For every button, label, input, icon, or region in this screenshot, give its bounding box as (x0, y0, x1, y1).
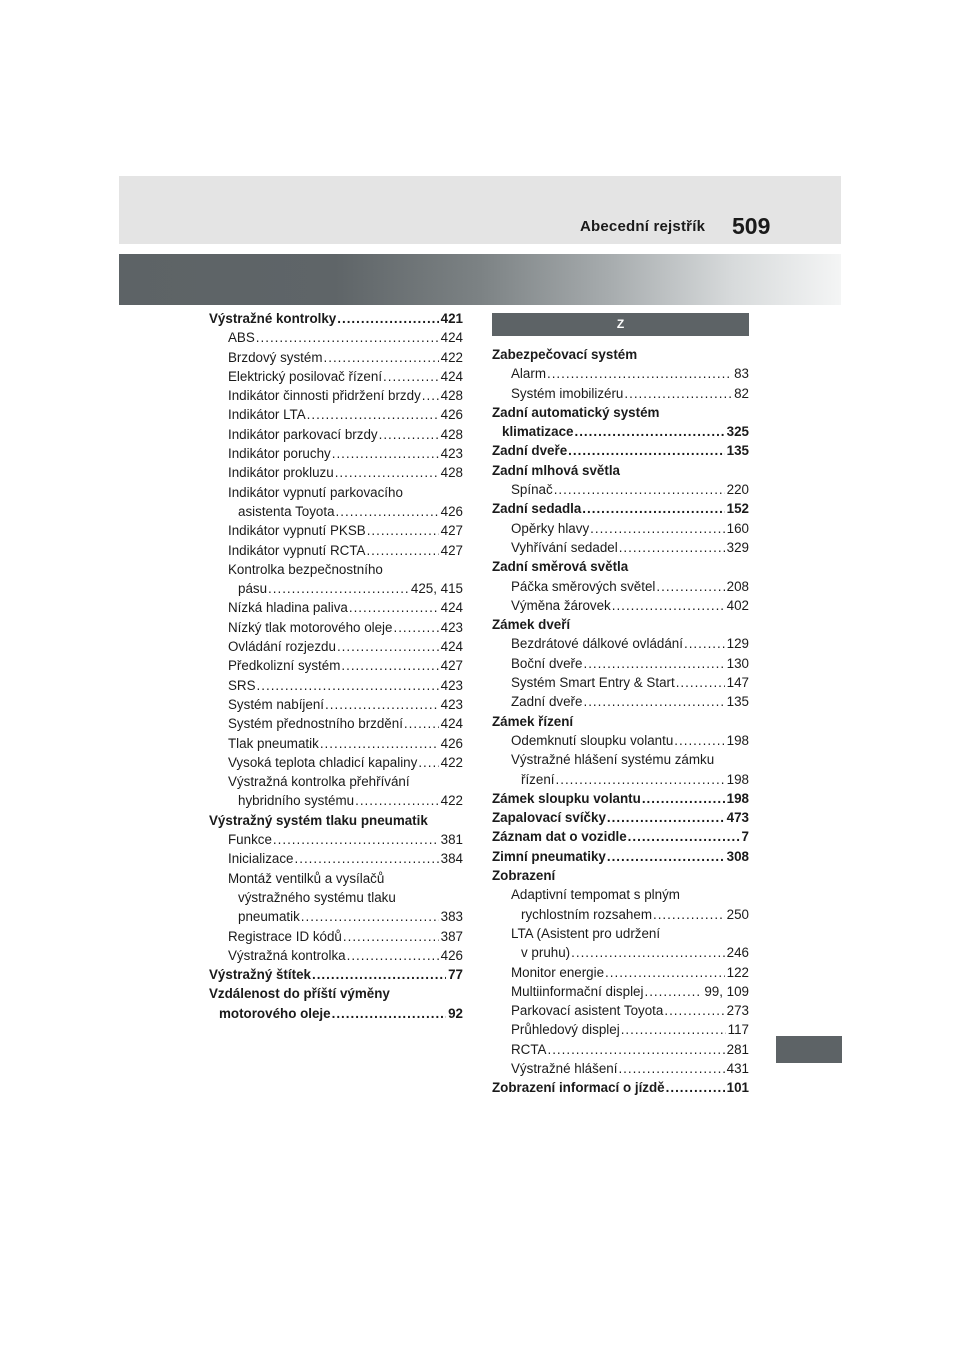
index-term: Spínač (511, 482, 553, 498)
dot-leader (619, 538, 725, 557)
index-term: Nízký tlak motorového oleje (228, 619, 393, 635)
dot-leader (582, 499, 724, 518)
dot-leader (379, 425, 439, 444)
index-page-ref: 281 (726, 1041, 749, 1057)
index-entry (492, 982, 749, 1001)
index-entry (209, 811, 463, 830)
index-page-ref: 198 (726, 732, 749, 748)
dot-leader (547, 1040, 724, 1059)
index-term: Bezdrátové dálkové ovládání (511, 636, 683, 652)
dot-leader (568, 441, 724, 460)
dot-leader (628, 827, 740, 846)
index-term: Indikátor činnosti přidržení brzdy (228, 388, 421, 404)
index-term: Tlak pneumatik (228, 735, 319, 751)
index-term: Indikátor vypnutí RCTA (228, 542, 366, 558)
index-entry (492, 731, 749, 750)
index-term: LTA (Asistent pro udržení (511, 925, 661, 941)
dot-leader (642, 789, 725, 808)
index-entry (492, 1040, 749, 1059)
index-page-ref: 160 (726, 520, 749, 536)
index-term: Výstražný štítek (209, 967, 311, 983)
index-term: Výstražné hlášení (511, 1060, 618, 1076)
index-entry (492, 943, 749, 962)
dot-leader (547, 364, 732, 383)
index-entry (209, 1004, 463, 1023)
index-page-ref: 424 (440, 639, 463, 655)
dot-leader (349, 598, 439, 617)
index-term: Zimní pneumatiky (492, 848, 606, 864)
index-term: Indikátor LTA (228, 407, 306, 423)
index-page-ref: 122 (726, 964, 749, 980)
index-page-ref: 428 (440, 388, 463, 404)
index-term: v pruhu) (521, 945, 571, 961)
index-page-ref: 381 (440, 832, 463, 848)
index-page-ref: 422 (440, 754, 463, 770)
dot-leader (343, 927, 439, 946)
dot-leader (301, 907, 439, 926)
dot-leader (574, 422, 724, 441)
index-page-ref: 428 (440, 465, 463, 481)
index-page-ref: 130 (726, 655, 749, 671)
index-entry (209, 714, 463, 733)
index-entry (492, 384, 749, 403)
index-entry (492, 441, 749, 460)
index-term: Inicializace (228, 851, 294, 867)
index-page-ref: 423 (440, 677, 463, 693)
index-term: Zámek dveří (492, 617, 571, 633)
index-entry (492, 924, 749, 943)
index-entry (209, 888, 463, 907)
index-entry (492, 750, 749, 769)
index-entry (209, 405, 463, 424)
index-term: Zapalovací svíčky (492, 810, 606, 826)
index-page-ref: 152 (726, 501, 749, 517)
section-title: Abecední rejstřík (580, 218, 706, 235)
index-page-ref: 427 (440, 523, 463, 539)
index-term: Výstražná kontrolka (228, 947, 346, 963)
index-page-ref: 428 (440, 426, 463, 442)
index-term: Průhledový displej (511, 1022, 620, 1038)
dot-leader (676, 673, 725, 692)
index-term: Systém Smart Entry & Start (511, 675, 675, 691)
dot-leader (656, 577, 724, 596)
index-term: Montáž ventilků a vysílačů (228, 870, 385, 886)
index-entry (492, 461, 749, 480)
index-entry (209, 676, 463, 695)
index-term: SRS (228, 677, 256, 693)
index-term: Zadní směrová světla (492, 559, 629, 575)
index-entry (492, 364, 749, 383)
dot-leader (422, 386, 439, 405)
index-term: Elektrický posilovač řízení (228, 368, 383, 384)
dot-leader (307, 405, 439, 424)
index-entry (492, 596, 749, 615)
index-entry (209, 618, 463, 637)
dot-leader (347, 946, 439, 965)
index-term: ABS (228, 330, 255, 346)
index-page-ref: 7 (741, 829, 749, 845)
index-entry (209, 309, 463, 328)
decorative-gradient-bar (119, 254, 841, 305)
index-term: Kontrolka bezpečnostního (228, 561, 383, 577)
dot-leader (256, 328, 439, 347)
index-term: Předkolizní systém (228, 658, 341, 674)
index-entry (492, 770, 749, 789)
dot-leader (583, 654, 724, 673)
dot-leader (554, 480, 725, 499)
index-page-ref: 383 (440, 909, 463, 925)
index-page-ref: 198 (726, 790, 749, 806)
dot-leader (612, 596, 725, 615)
index-entry (209, 521, 463, 540)
index-entry (209, 579, 463, 598)
index-term: Indikátor poruchy (228, 446, 331, 462)
index-page-ref: 77 (448, 967, 463, 983)
dot-leader (590, 519, 725, 538)
index-term: Záznam dat o vozidle (492, 829, 627, 845)
index-page-ref: 135 (726, 443, 749, 459)
index-term: pneumatik (238, 909, 300, 925)
dot-leader (404, 714, 439, 733)
index-term: Zadní dveře (492, 443, 568, 459)
index-term: asistenta Toyota (238, 503, 335, 519)
dot-leader (644, 982, 702, 1001)
index-page-ref: 384 (440, 851, 463, 867)
index-entry (209, 753, 463, 772)
index-term: Výstražné hlášení systému zámku (511, 752, 715, 768)
index-term: RCTA (511, 1041, 547, 1057)
dot-leader (341, 656, 438, 675)
index-page-ref: 308 (726, 848, 749, 864)
index-page-ref: 424 (440, 600, 463, 616)
index-term: Indikátor vypnutí parkovacího (228, 484, 403, 500)
index-page-ref: 246 (726, 945, 749, 961)
index-page-ref: 473 (726, 810, 749, 826)
dot-leader (571, 943, 725, 962)
index-entry (492, 1020, 749, 1039)
index-page-ref: 422 (440, 793, 463, 809)
dot-leader (337, 309, 438, 328)
index-term: hybridního systému (238, 793, 355, 809)
index-entry (209, 348, 463, 367)
index-page-ref: 421 (440, 311, 463, 326)
dot-leader (583, 692, 724, 711)
index-term: motorového oleje (219, 1005, 331, 1021)
chapter-tab-marker (776, 1036, 842, 1063)
index-page-ref: 325 (726, 424, 749, 440)
index-entry (492, 654, 749, 673)
index-entry (209, 927, 463, 946)
index-page-ref: 99, 109 (704, 983, 749, 999)
index-entry (209, 483, 463, 502)
dot-leader (664, 1001, 724, 1020)
index-term: Zámek řízení (492, 713, 574, 729)
index-term: Zadní mlhová světla (492, 462, 620, 478)
dot-leader (355, 791, 439, 810)
index-page-ref: 427 (440, 542, 463, 558)
page-number: 509 (732, 213, 771, 239)
index-term: Indikátor vypnutí PKSB (228, 523, 366, 539)
index-entry (492, 692, 749, 711)
index-entry (209, 946, 463, 965)
index-term: Multiinformační displej (511, 983, 644, 999)
dot-leader (295, 849, 439, 868)
index-page-ref: 198 (726, 771, 749, 787)
index-term: Systém imobilizéru (511, 385, 624, 401)
index-term: řízení (521, 771, 555, 787)
dot-leader (320, 734, 439, 753)
dot-leader (383, 367, 439, 386)
index-entry (209, 386, 463, 405)
index-term: Výstražný systém tlaku pneumatik (209, 812, 428, 828)
dot-leader (337, 637, 439, 656)
dot-leader (621, 1020, 726, 1039)
index-term: Funkce (228, 832, 272, 848)
index-entry (492, 1059, 749, 1078)
dot-leader (257, 676, 439, 695)
index-entry (492, 885, 749, 904)
index-term: Zadní dveře (511, 694, 583, 710)
index-term: Boční dveře (511, 655, 583, 671)
index-entry (209, 502, 463, 521)
index-term: Výstražná kontrolka přehřívání (228, 774, 410, 790)
index-entry (492, 403, 749, 422)
index-term: Parkovací asistent Toyota (511, 1003, 664, 1019)
index-page-ref: 426 (440, 407, 463, 423)
index-page-ref: 424 (440, 330, 463, 346)
index-entry (209, 965, 463, 984)
index-term: Zabezpečovací systém (492, 347, 638, 362)
index-term: Zadní automatický systém (492, 404, 660, 420)
index-entry (209, 849, 463, 868)
index-entry (492, 422, 749, 441)
index-page-ref: 329 (726, 539, 749, 555)
index-page-ref: 424 (440, 368, 463, 384)
index-term: Páčka směrových světel (511, 578, 656, 594)
index-term: Brzdový systém (228, 349, 323, 365)
index-term: Indikátor parkovací brzdy (228, 426, 378, 442)
index-page-ref: 83 (734, 366, 749, 382)
index-page-ref: 250 (726, 906, 749, 922)
dot-leader (624, 384, 732, 403)
index-entry (209, 830, 463, 849)
index-entry (492, 827, 749, 846)
index-term: výstražného systému tlaku (238, 889, 396, 905)
index-entry (492, 1001, 749, 1020)
index-term: pásu (238, 581, 268, 597)
dot-leader (336, 502, 439, 521)
index-term: Odemknutí sloupku volantu (511, 732, 674, 748)
index-page-ref: 117 (727, 1022, 749, 1038)
dot-leader (268, 579, 409, 598)
dot-leader (367, 521, 439, 540)
index-page-ref: 426 (440, 503, 463, 519)
index-entry (209, 637, 463, 656)
index-entry (492, 1078, 749, 1097)
index-entry (492, 712, 749, 731)
dot-leader (418, 753, 438, 772)
index-entry (492, 789, 749, 808)
index-term: Zámek sloupku volantu (492, 790, 641, 806)
index-column-left (209, 309, 463, 1023)
index-entry (209, 656, 463, 675)
index-page-ref: 147 (726, 675, 749, 691)
index-page-ref: 220 (726, 482, 749, 498)
index-entry (209, 984, 463, 1003)
index-entry (492, 847, 749, 866)
index-page-ref: 426 (440, 947, 463, 963)
index-entry (209, 425, 463, 444)
index-page-ref: 101 (726, 1080, 749, 1096)
index-page-ref: 208 (726, 578, 749, 594)
index-entry (492, 345, 749, 364)
index-entry (492, 673, 749, 692)
index-term: Opěrky hlavy (511, 520, 590, 536)
index-page-ref: 387 (440, 928, 463, 944)
index-term: Nízká hladina paliva (228, 600, 348, 616)
dot-leader (607, 847, 725, 866)
index-page-ref: 423 (440, 696, 463, 712)
dot-leader (666, 1078, 725, 1097)
index-entry (492, 808, 749, 827)
index-entry (492, 866, 749, 885)
dot-leader (335, 463, 439, 482)
dot-leader (618, 1059, 724, 1078)
index-entry (492, 557, 749, 576)
dot-leader (393, 618, 438, 637)
index-term: Zobrazení informací o jízdě (492, 1080, 665, 1096)
index-column-right (492, 313, 749, 1098)
index-entry (492, 519, 749, 538)
index-page-ref: 92 (448, 1005, 463, 1021)
dot-leader (324, 348, 439, 367)
index-entry (209, 695, 463, 714)
dot-leader (605, 963, 725, 982)
dot-leader (653, 905, 725, 924)
index-page-ref: 273 (726, 1003, 749, 1019)
index-term: Indikátor prokluzu (228, 465, 334, 481)
index-entry (492, 577, 749, 596)
index-page-ref: 427 (440, 658, 463, 674)
index-entry (209, 907, 463, 926)
index-page-ref: 135 (726, 694, 749, 710)
dot-leader (556, 770, 725, 789)
index-page-ref: 422 (440, 349, 463, 365)
dot-leader (273, 830, 439, 849)
index-entry (209, 772, 463, 791)
index-page-ref: 425, 415 (410, 581, 463, 597)
index-entry (209, 869, 463, 888)
index-entry (209, 463, 463, 482)
dot-leader (312, 965, 446, 984)
index-page-ref: 129 (726, 636, 749, 652)
index-entry (492, 963, 749, 982)
index-entry (492, 538, 749, 557)
index-page-ref: 424 (440, 716, 463, 732)
index-page-ref: 82 (734, 385, 749, 401)
index-term: Zadní sedadla (492, 501, 582, 517)
index-term: Registrace ID kódů (228, 928, 342, 944)
index-page-ref: 402 (726, 597, 749, 613)
index-term: Vzdálenost do příští výměny (209, 986, 390, 1002)
index-entry (209, 367, 463, 386)
letter-header-z: Z (492, 313, 749, 336)
index-term: rychlostním rozsahem (521, 906, 652, 922)
index-term: Alarm (511, 366, 546, 382)
index-term: Adaptivní tempomat s plným (511, 887, 680, 903)
index-entry (209, 560, 463, 579)
index-page-ref: 431 (726, 1060, 749, 1076)
index-term: Systém přednostního brzdění (228, 716, 403, 732)
index-page-ref: 426 (440, 735, 463, 751)
index-term: Ovládání rozjezdu (228, 639, 336, 655)
dot-leader (684, 634, 725, 653)
index-page-ref: 423 (440, 446, 463, 462)
index-term: Systém nabíjení (228, 696, 325, 712)
index-term: Výměna žárovek (511, 597, 611, 613)
index-term: Vyhřívání sedadel (511, 539, 618, 555)
dot-leader (325, 695, 439, 714)
index-term: Monitor energie (511, 964, 605, 980)
index-term: Zobrazení (492, 868, 556, 884)
index-entry (209, 598, 463, 617)
dot-leader (332, 1004, 446, 1023)
index-entry (209, 444, 463, 463)
index-term: klimatizace (502, 424, 574, 440)
index-entry (492, 499, 749, 518)
index-page-ref: 423 (440, 619, 463, 635)
index-entry (209, 541, 463, 560)
dot-leader (332, 444, 439, 463)
index-entry (209, 791, 463, 810)
index-entry (492, 615, 749, 634)
index-entry (492, 634, 749, 653)
index-term: Výstražné kontrolky (209, 311, 337, 326)
dot-leader (674, 731, 724, 750)
index-entry (492, 480, 749, 499)
dot-leader (366, 541, 438, 560)
index-entry (209, 328, 463, 347)
dot-leader (607, 808, 725, 827)
index-term: Vysoká teplota chladicí kapaliny (228, 754, 418, 770)
index-entry (492, 905, 749, 924)
index-entry (209, 734, 463, 753)
